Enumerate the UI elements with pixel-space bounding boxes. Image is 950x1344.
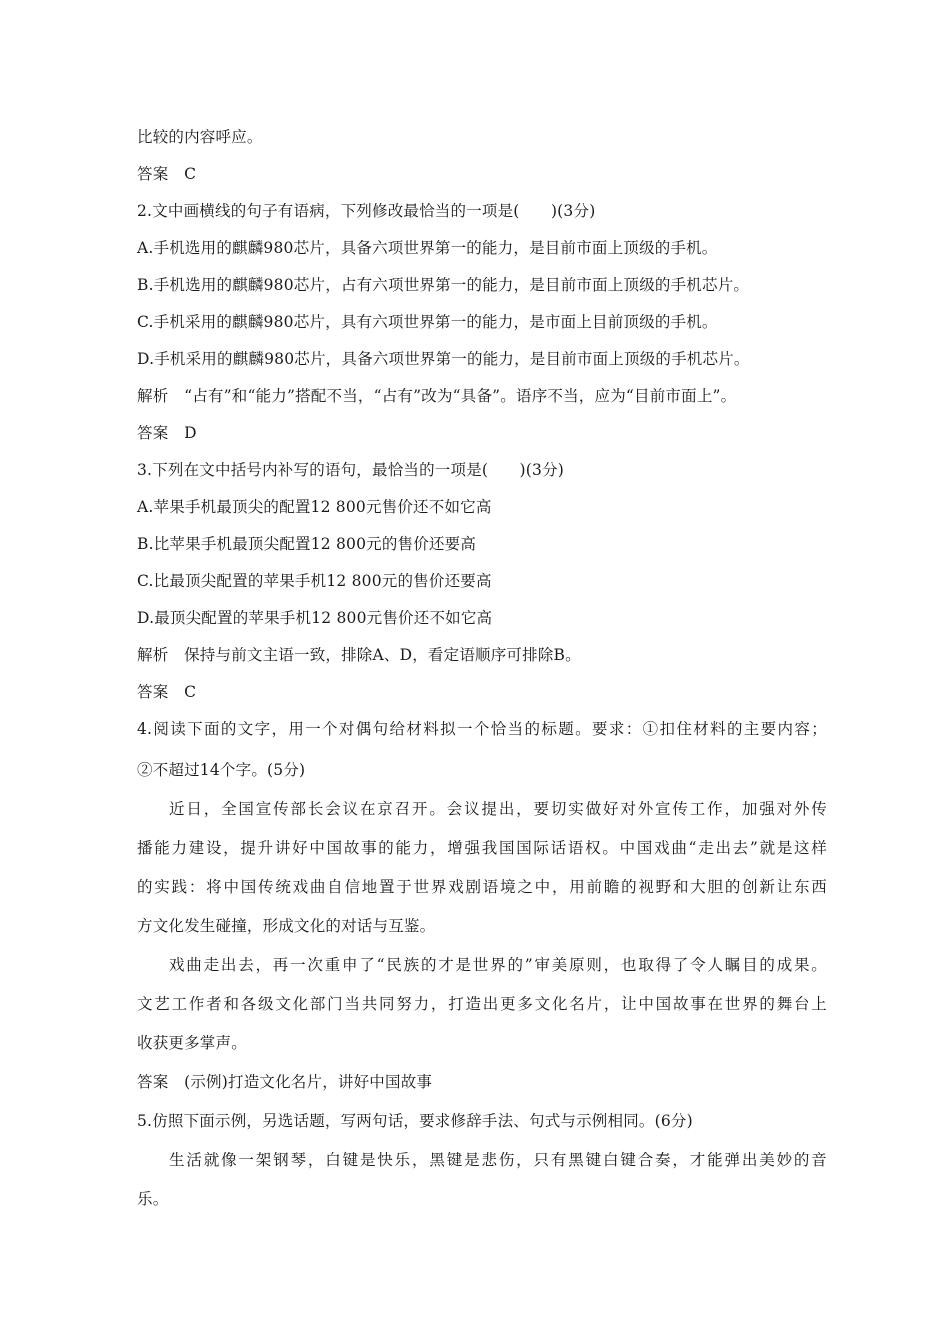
option-a: A.苹果手机最顶尖的配置12 800元售价还不如它高 [137, 498, 492, 516]
option-c: C.比最顶尖配置的苹果手机12 800元的售价还要高 [137, 572, 492, 590]
example-line: 乐。 [137, 1190, 169, 1208]
analysis-line: 解析 “占有”和“能力”搭配不当，“占有”改为“具备”。语序不当，应为“目前市面上”。 [137, 387, 737, 405]
passage-line: 近日，全国宣传部长会议在京召开。会议提出，要切实做好对外宣传工作，加强对外传 [169, 800, 827, 818]
analysis-line: 解析 保持与前文主语一致，排除A、D，看定语顺序可排除B。 [137, 646, 581, 664]
passage-line: 的实践：将中国传统戏曲自信地置于世界戏剧语境之中，用前瞻的视野和大胆的创新让东西 [137, 878, 827, 896]
text-line: 比较的内容呼应。 [137, 128, 263, 146]
answer-line: 答案 C [137, 683, 197, 701]
passage-line: 文艺工作者和各级文化部门当共同努力，打造出更多文化名片，让中国故事在世界的舞台上 [137, 995, 827, 1013]
option-a: A.手机选用的麒麟980芯片，具备六项世界第一的能力，是目前市面上顶级的手机。 [137, 239, 718, 257]
passage-line: 播能力建设，提升讲好中国故事的能力，增强我国国际话语权。中国戏曲“走出去”就是这样 [137, 839, 827, 857]
passage-line: 方文化发生碰撞，形成文化的对话与互鉴。 [137, 917, 436, 935]
question-5: 5.仿照下面示例，另选话题，写两句话，要求修辞手法、句式与示例相同。(6分) [137, 1112, 693, 1130]
passage-line: 收获更多掌声。 [137, 1034, 247, 1052]
answer-line: 答案 C [137, 165, 197, 183]
answer-line: 答案 (示例)打造文化名片，讲好中国故事 [137, 1073, 433, 1091]
option-c: C.手机采用的麒麟980芯片，具有六项世界第一的能力，是市面上目前顶级的手机。 [137, 313, 718, 331]
example-line: 生活就像一架钢琴，白键是快乐，黑键是悲伤，只有黑键白键合奏，才能弹出美妙的音 [169, 1151, 827, 1169]
passage-line: 戏曲走出去，再一次重申了“民族的才是世界的”审美原则，也取得了令人瞩目的成果。 [169, 956, 827, 974]
option-b: B.手机选用的麒麟980芯片，占有六项世界第一的能力，是目前市面上顶级的手机芯片。 [137, 276, 750, 294]
question-4: 4.阅读下面的文字，用一个对偶句给材料拟一个恰当的标题。要求：①扣住材料的主要内容； [137, 720, 827, 738]
option-b: B.比苹果手机最顶尖配置12 800元的售价还要高 [137, 535, 477, 553]
question-2: 2.文中画横线的句子有语病，下列修改最恰当的一项是( )(3分) [137, 202, 596, 220]
option-d: D.手机采用的麒麟980芯片，具备六项世界第一的能力，是目前市面上顶级的手机芯片。 [137, 350, 750, 368]
question-4-cont: ②不超过14个字。(5分) [137, 761, 306, 779]
answer-line: 答案 D [137, 424, 197, 442]
option-d: D.最顶尖配置的苹果手机12 800元售价还不如它高 [137, 609, 493, 627]
question-3: 3.下列在文中括号内补写的语句，最恰当的一项是( )(3分) [137, 461, 565, 479]
